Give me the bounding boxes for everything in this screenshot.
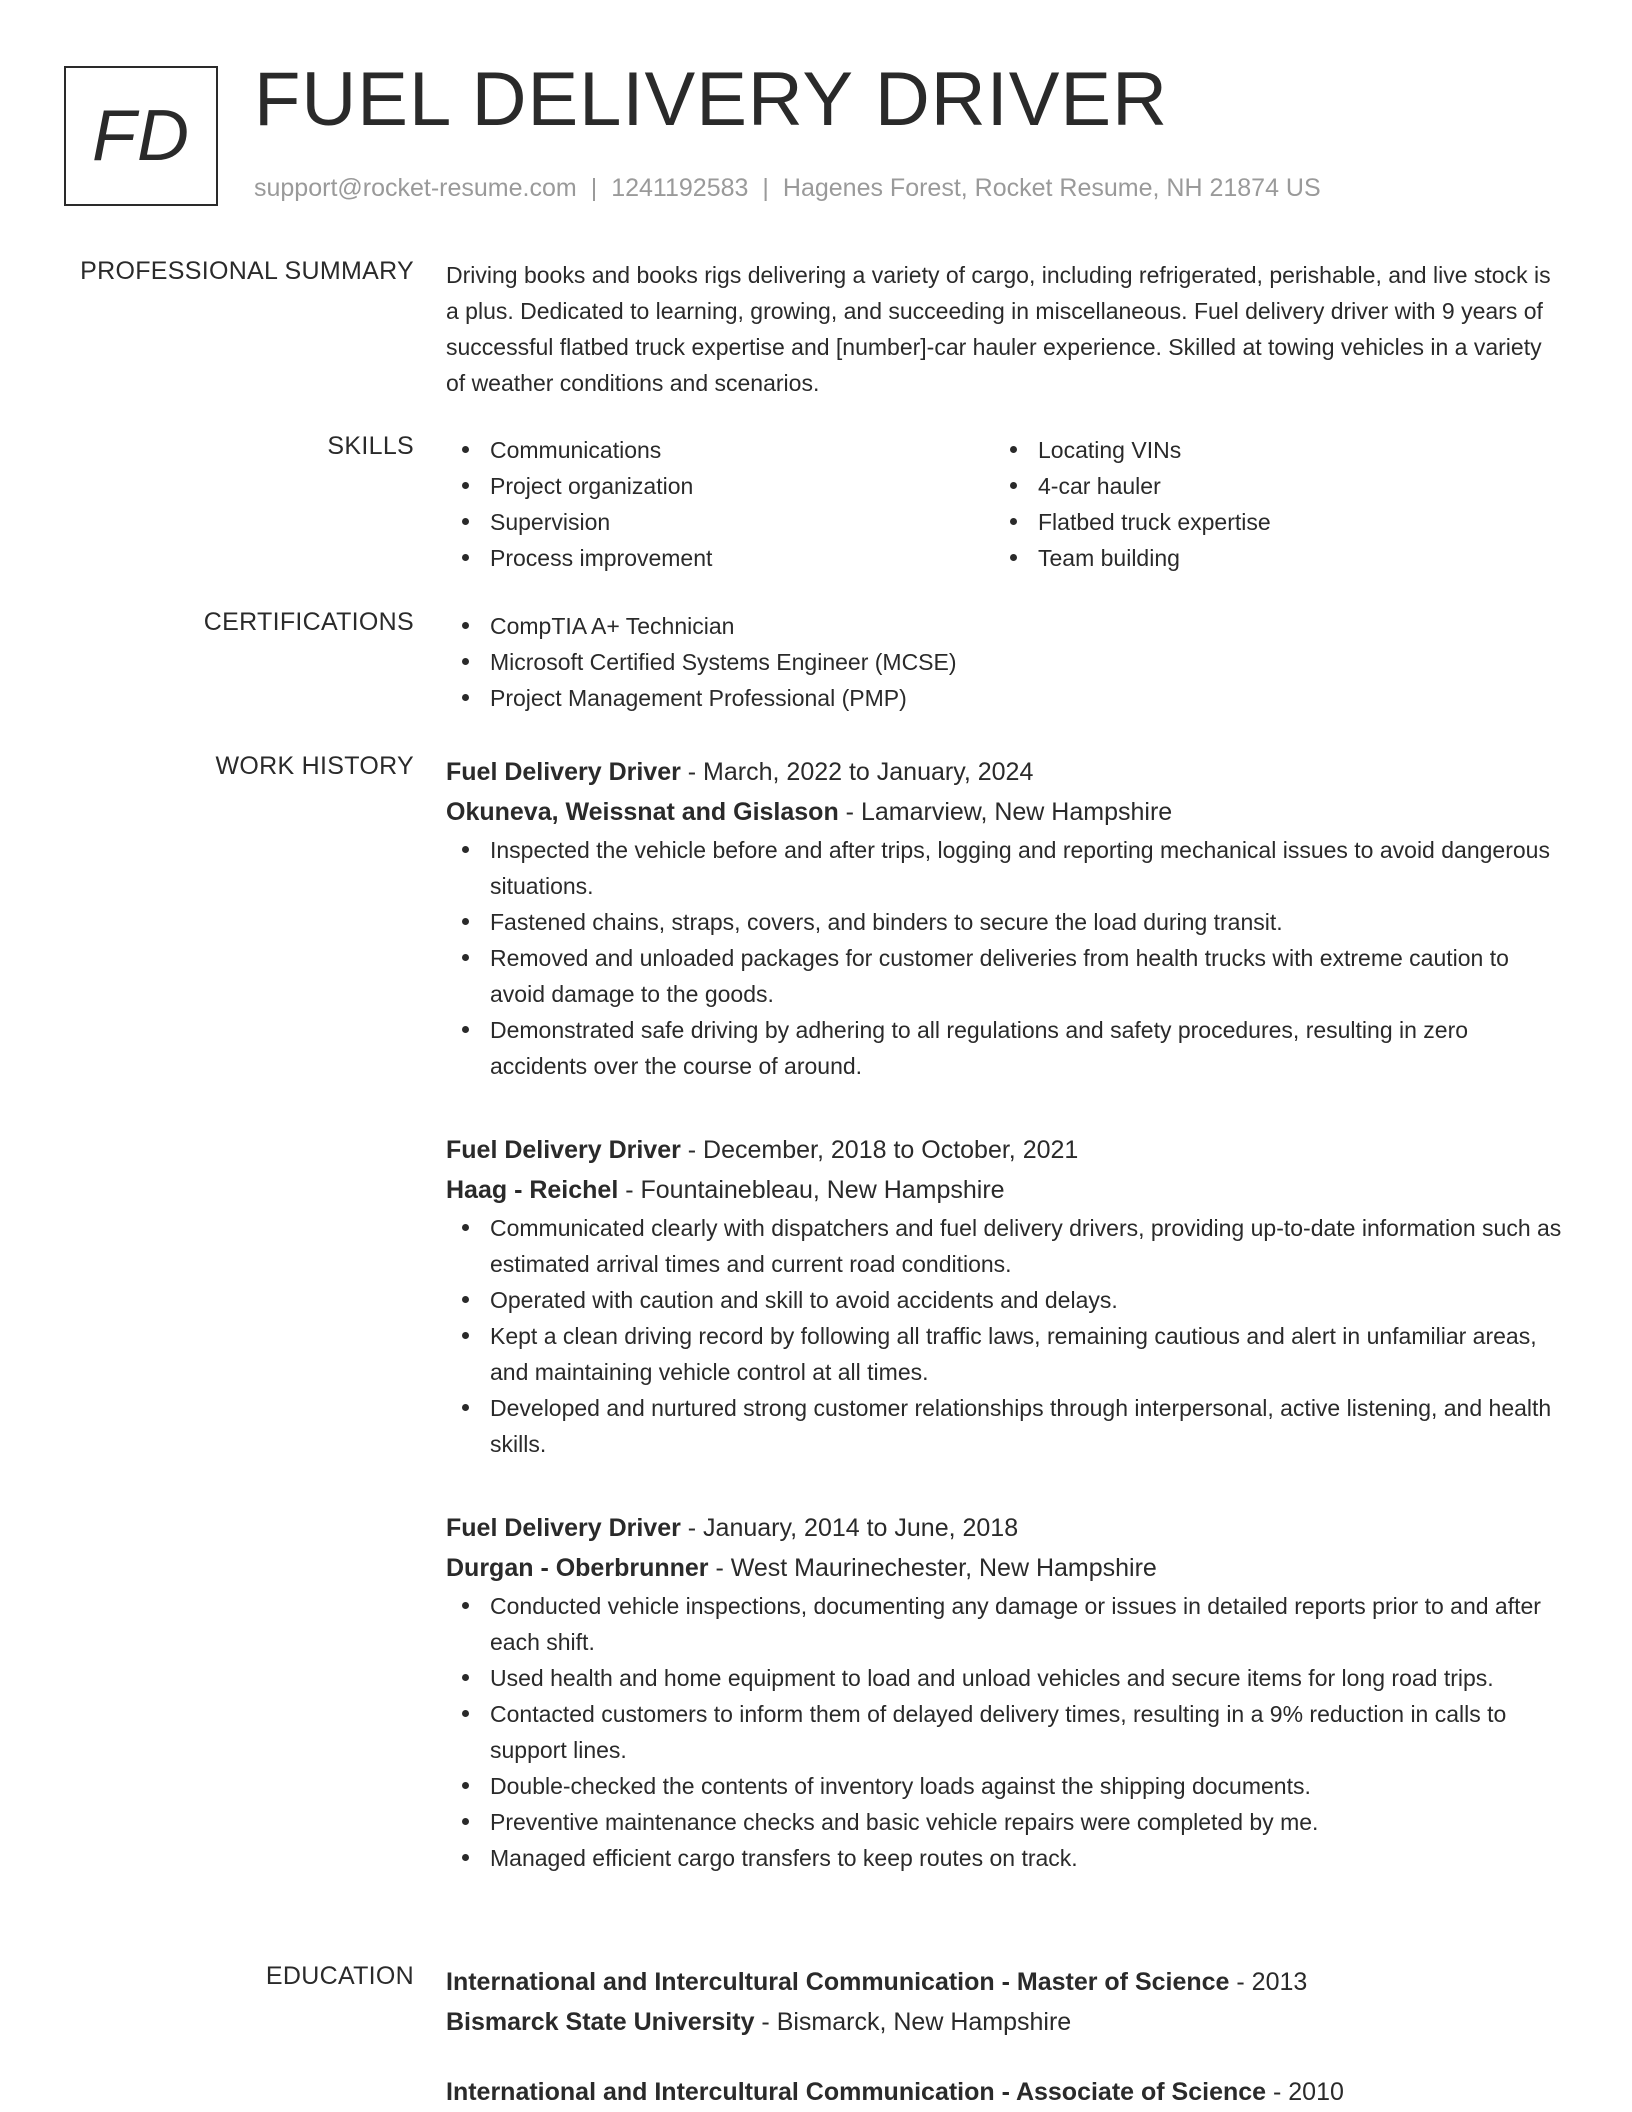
list-item: Communicated clearly with dispatchers and fuel delivery drivers, providing up-to-date information such as estimated arrival times and current road conditions.: [490, 1210, 1566, 1282]
list-item: Demonstrated safe driving by adhering to all regulations and safety procedures, resulting in zero accidents over the course of around.: [490, 1012, 1566, 1084]
contact-email[interactable]: support@rocket-resume.com: [254, 174, 577, 202]
contact-phone[interactable]: 1241192583: [611, 174, 749, 202]
contact-separator: |: [762, 174, 769, 202]
monogram-initials: FD: [92, 96, 190, 176]
education-degree-line: [446, 1962, 1566, 2002]
education-degree: International and Intercultural Communication - Master of Science: [446, 1968, 1230, 1996]
section-label: EDUCATION: [265, 1962, 414, 1990]
job-location: - Fountainebleau, New Hampshire: [618, 1176, 1005, 1204]
list-item: Contacted customers to inform them of delayed delivery times, resulting in a 9% reduction in calls to support lines.: [490, 1696, 1566, 1768]
job-dates: - March, 2022 to January, 2024: [680, 758, 1034, 786]
list-item: Inspected the vehicle before and after trips, logging and reporting mechanical issues to avoid dangerous situations.: [490, 832, 1566, 904]
education-degree: International and Intercultural Communication - Associate of Science: [446, 2078, 1267, 2106]
list-item: Project organization: [490, 468, 994, 504]
list-item: Preventive maintenance checks and basic vehicle repairs were completed by me.: [490, 1804, 1566, 1840]
list-item: Supervision: [490, 504, 994, 540]
job-company: Durgan - Oberbrunner: [446, 1554, 709, 1582]
list-item: Process improvement: [490, 540, 994, 576]
list-item: CompTIA A+ Technician: [490, 608, 1566, 644]
list-item: Flatbed truck expertise: [1038, 504, 1542, 540]
contact-address: Hagenes Forest, Rocket Resume, NH 21874 US: [782, 174, 1321, 202]
job-company-line: [446, 1170, 1566, 1210]
job-dates: - December, 2018 to October, 2021: [680, 1136, 1079, 1164]
section-label: SKILLS: [327, 432, 414, 460]
job-company-line: [446, 792, 1566, 832]
job-title: Fuel Delivery Driver: [446, 1514, 681, 1542]
education-degree-line: [446, 2072, 1566, 2112]
contact-line: [254, 174, 1321, 203]
education-year: - 2010: [1266, 2078, 1344, 2106]
list-item: Communications: [490, 432, 994, 468]
list-item: Team building: [1038, 540, 1542, 576]
summary-text: Driving books and books rigs delivering a variety of cargo, including refrigerated, perishable, and live stock is a plus. Dedicated to learning, growing, and succeeding in miscellaneous. Fuel delivery driver with 9 years of successful flatbed truck expertise and [number]-car hauler experience. Skilled at towing vehicles in a variety of weather conditions and scenarios.: [446, 262, 1551, 396]
list-item: Double-checked the contents of inventory loads against the shipping documents.: [490, 1768, 1566, 1804]
monogram-logo: [64, 66, 218, 206]
job-location: - Lamarview, New Hampshire: [838, 798, 1173, 826]
job-body: [446, 1508, 1566, 1876]
job-title: Fuel Delivery Driver: [446, 1136, 681, 1164]
job-title-line: [446, 752, 1566, 792]
list-item: Project Management Professional (PMP): [490, 680, 1566, 716]
job-bullets: [446, 1210, 1566, 1462]
job-title-line: [446, 1130, 1566, 1170]
list-item: Kept a clean driving record by following all traffic laws, remaining cautious and alert in unfamiliar areas, and maintaining vehicle control at all times.: [490, 1318, 1566, 1390]
certifications-list: [446, 608, 1566, 716]
skills-list-right: [994, 432, 1542, 576]
education-school-line: [446, 2002, 1566, 2042]
job-company: Okuneva, Weissnat and Gislason: [446, 798, 839, 826]
list-item: Developed and nurtured strong customer relationships through interpersonal, active listening, and health skills.: [490, 1390, 1566, 1462]
job-bullets: [446, 1588, 1566, 1876]
certifications-body: [446, 608, 1566, 716]
education-year: - 2013: [1229, 1968, 1308, 1996]
job-company: Haag - Reichel: [446, 1176, 619, 1204]
section-label: WORK HISTORY: [215, 752, 414, 780]
job-dates: - January, 2014 to June, 2018: [680, 1514, 1019, 1542]
job-location: - West Maurinechester, New Hampshire: [708, 1554, 1157, 1582]
list-item: Conducted vehicle inspections, documenting any damage or issues in detailed reports prior to and after each shift.: [490, 1588, 1566, 1660]
education-school: Bismarck State University: [446, 2008, 755, 2036]
section-label: PROFESSIONAL SUMMARY: [80, 257, 414, 285]
job-company-line: [446, 1548, 1566, 1588]
contact-separator: |: [590, 174, 598, 202]
resume-title: FUEL DELIVERY DRIVER: [254, 57, 1169, 142]
list-item: Used health and home equipment to load and unload vehicles and secure items for long road trips.: [490, 1660, 1566, 1696]
skills-list-left: [446, 432, 994, 576]
job-title: Fuel Delivery Driver: [446, 758, 681, 786]
job-body: [446, 752, 1566, 1084]
list-item: Operated with caution and skill to avoid accidents and delays.: [490, 1282, 1566, 1318]
list-item: Removed and unloaded packages for customer deliveries from health trucks with extreme caution to avoid damage to the goods.: [490, 940, 1566, 1012]
list-item: 4-car hauler: [1038, 468, 1542, 504]
list-item: Locating VINs: [1038, 432, 1542, 468]
list-item: Microsoft Certified Systems Engineer (MCSE): [490, 644, 1566, 680]
education-body: [446, 1962, 1566, 2112]
job-title-line: [446, 1508, 1566, 1548]
job-body: [446, 1130, 1566, 1462]
list-item: Managed efficient cargo transfers to keep routes on track.: [490, 1840, 1566, 1876]
education-location: - Bismarck, New Hampshire: [754, 2008, 1072, 2036]
skills-columns: [446, 432, 1566, 576]
job-bullets: [446, 832, 1566, 1084]
list-item: Fastened chains, straps, covers, and binders to secure the load during transit.: [490, 904, 1566, 940]
section-label: CERTIFICATIONS: [203, 608, 414, 636]
